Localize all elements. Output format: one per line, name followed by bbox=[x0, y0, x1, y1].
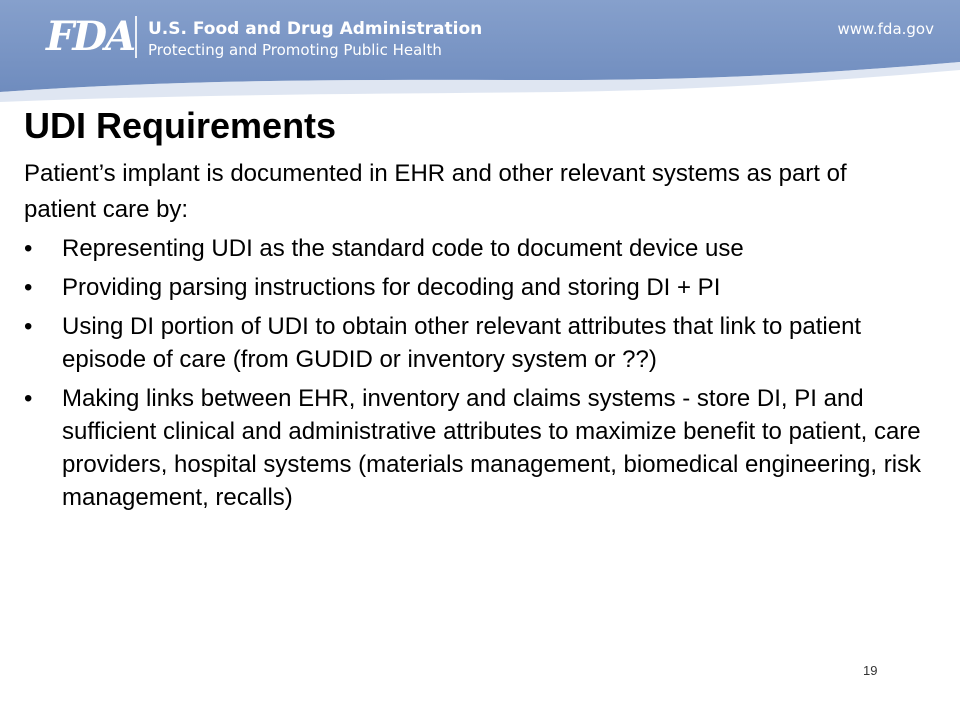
list-item-text: Making links between EHR, inventory and claims systems - store DI, PI and sufficient clinical and administrative attributes to maximize benefit to patient, care providers, hospital systems (materials management, biomedical engineering, risk management, recalls) bbox=[62, 385, 922, 511]
list-item bbox=[24, 382, 924, 514]
logo-divider bbox=[135, 16, 137, 58]
bullet-icon: • bbox=[24, 274, 33, 301]
list-item-text: Using DI portion of UDI to obtain other relevant attributes that link to patient episode of care (from GUDID or inventory system or ??) bbox=[62, 313, 862, 373]
bullet-icon: • bbox=[24, 235, 33, 262]
list-item bbox=[24, 232, 924, 265]
website-url: www.fda.gov bbox=[837, 20, 934, 38]
requirements-list bbox=[24, 232, 924, 520]
list-item bbox=[24, 271, 924, 304]
organization-name: U.S. Food and Drug Administration bbox=[148, 19, 483, 39]
organization-tagline: Protecting and Promoting Public Health bbox=[148, 41, 442, 59]
page-number: 19 bbox=[863, 663, 878, 678]
bullet-icon: • bbox=[24, 313, 33, 340]
list-item bbox=[24, 310, 924, 376]
list-item-text: Representing UDI as the standard code to document device use bbox=[62, 235, 744, 262]
fda-logo: FDA bbox=[46, 13, 135, 60]
bullet-icon: • bbox=[24, 385, 33, 412]
header-banner bbox=[0, 0, 960, 110]
slide-title: UDI Requirements bbox=[24, 105, 337, 146]
organization-block bbox=[148, 18, 482, 61]
intro-paragraph: Patient’s implant is documented in EHR and other relevant systems as part of patient care by: bbox=[24, 160, 847, 223]
list-item-text: Providing parsing instructions for decoding and storing DI + PI bbox=[62, 274, 721, 301]
